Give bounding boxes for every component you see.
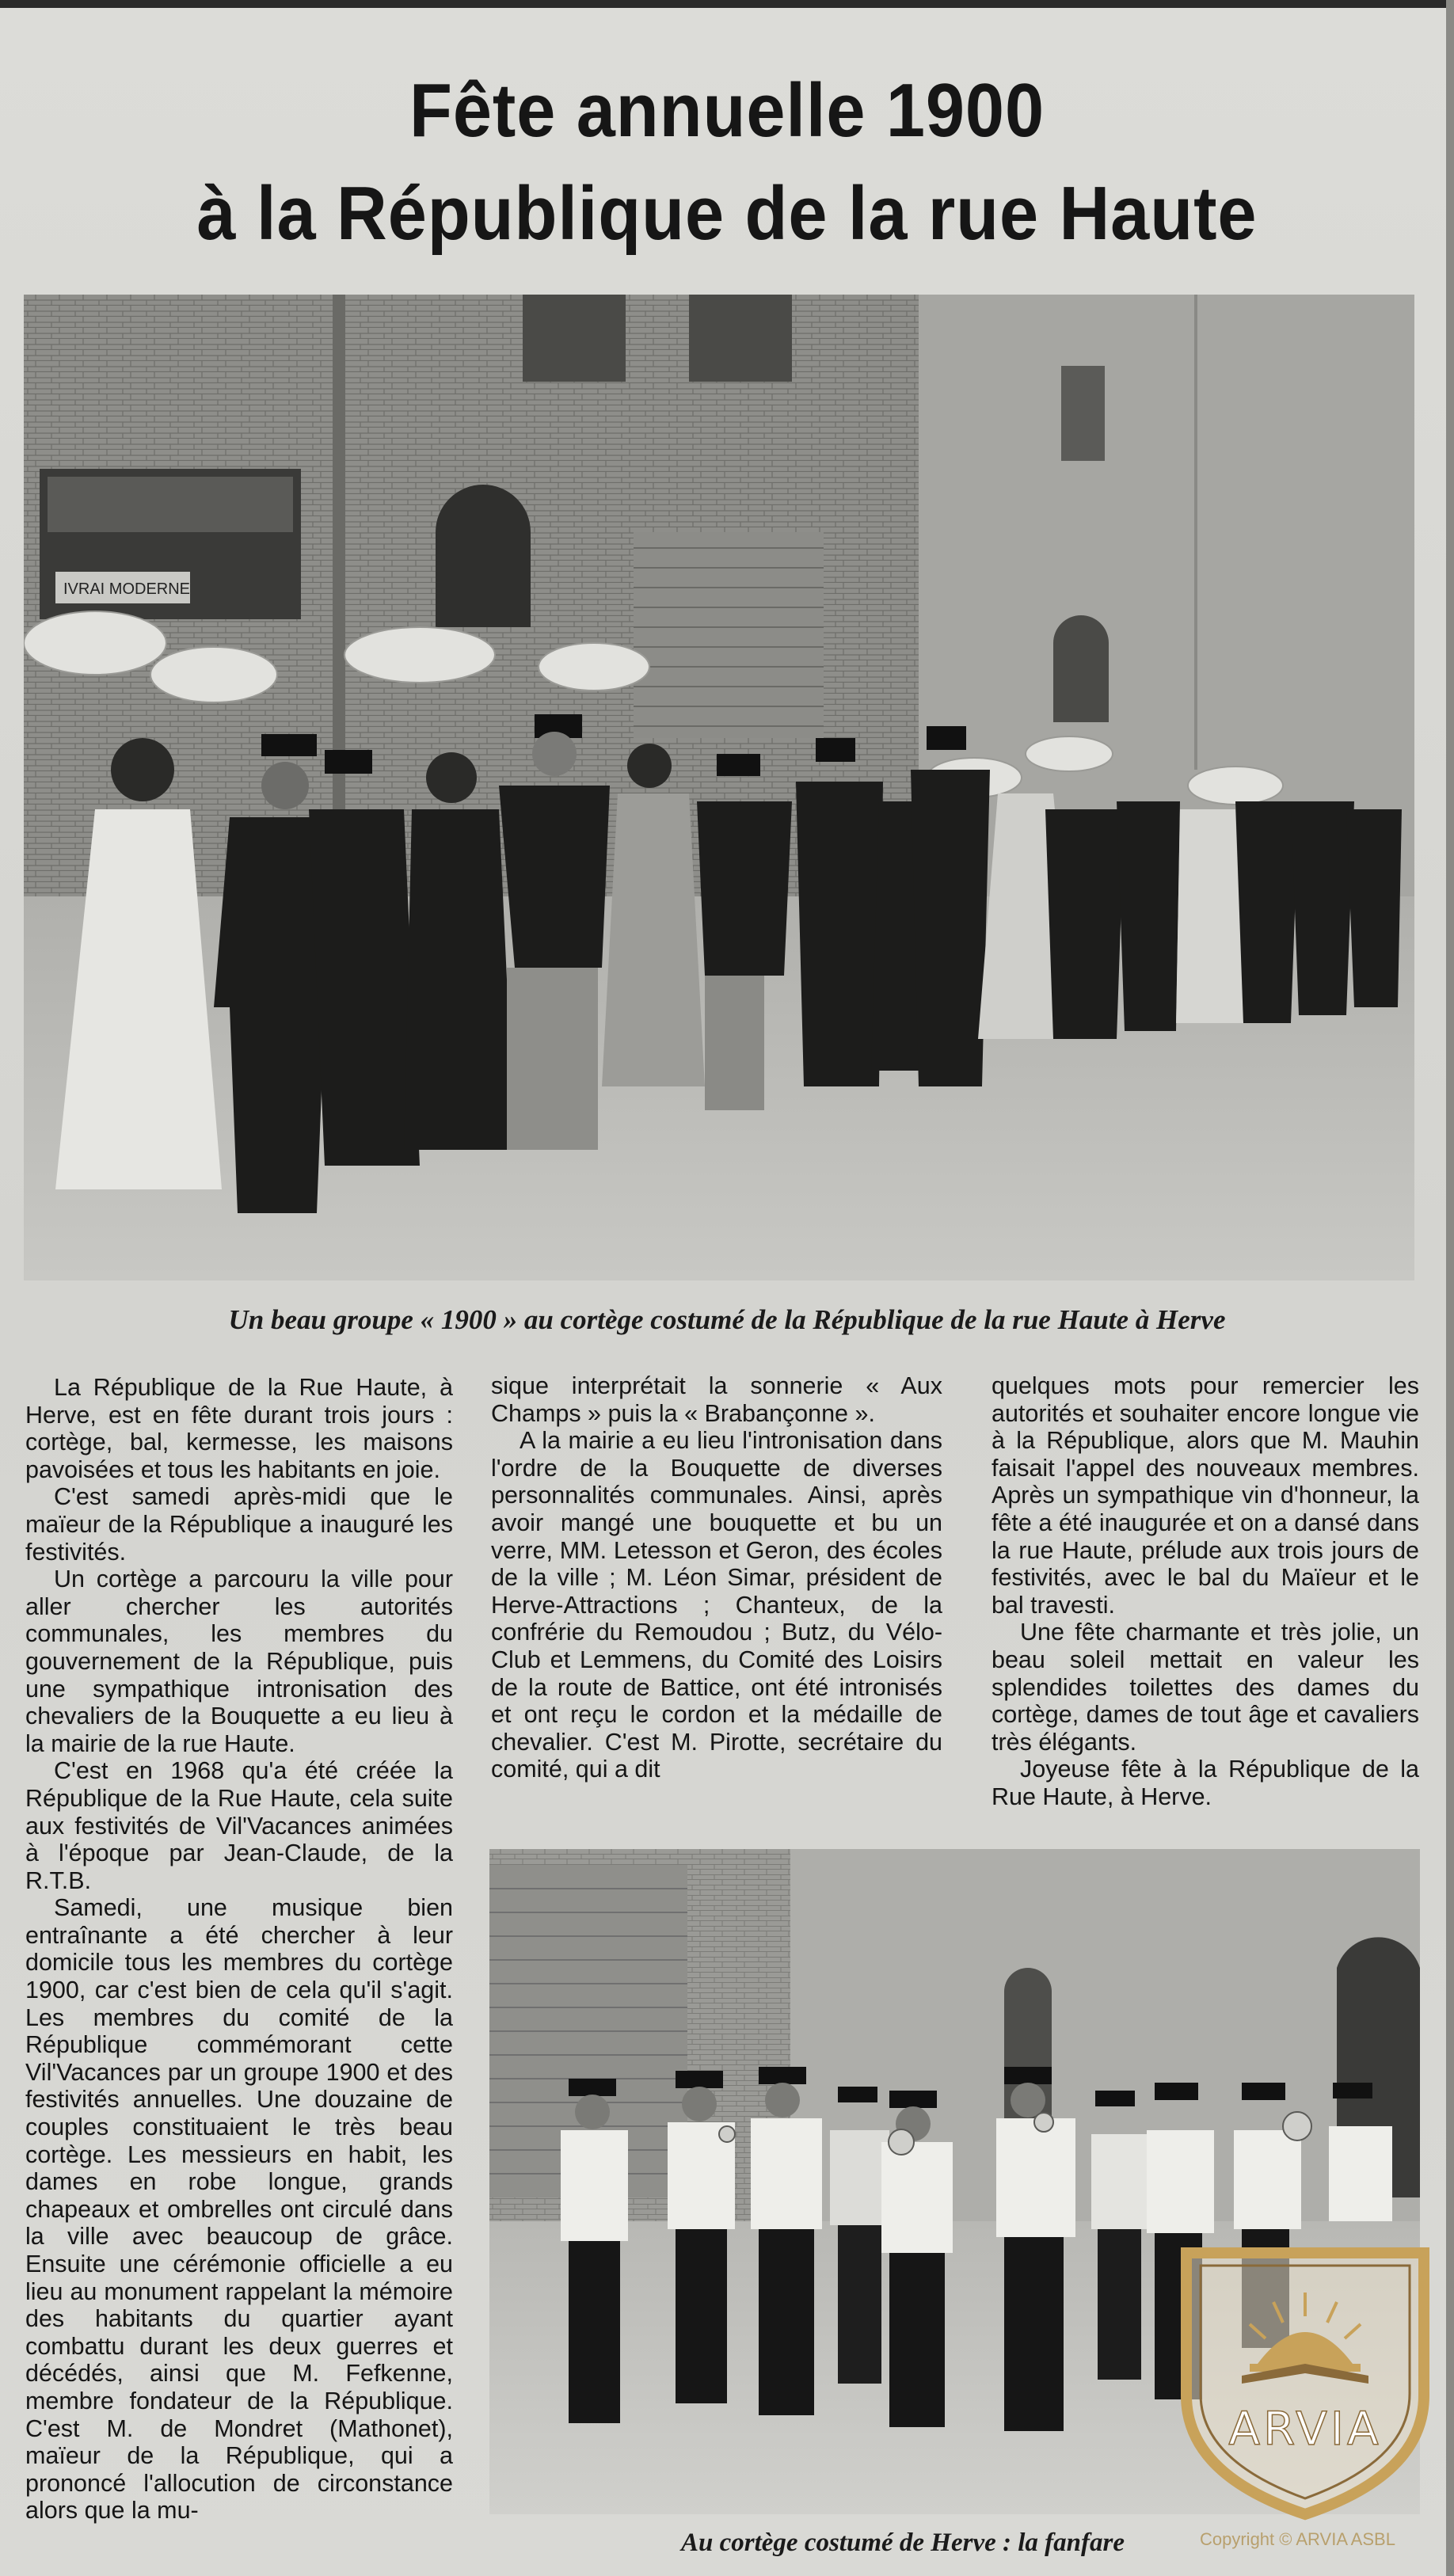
- paragraph: Une fête charmante et très jolie, un beau soleil mettait en valeur les splendides toilettes des dames du cortège, dames de tout âge et cavaliers très élégants.: [992, 1619, 1419, 1756]
- text-column-2: [491, 1372, 942, 1783]
- paragraph: Samedi, une musique bien entraînante a été chercher à leur domicile tous les membres du cortège 1900, car c'est bien de cela qu'il s'agit. Les membres du comité de la République commémorant cette Vil'Vacances par un groupe 1900 et des festivités annuelles. Une douzaine de couples constituaient le très beau cortège. Les messieurs en habit, les dames en robe longue, grands chapeaux et ombrelles ont circulé dans la ville avec beaucoup de grâce. Ensuite une cérémonie officielle a eu lieu au monument rappelant la mémoire des habitants du quartier ayant combattu durant les deux guerres et décédés, ainsi que M. Fefkenne, membre fondateur de la République. C'est M. de Mondret (Mathonet), maïeur de la République, qui a prononcé l'allocution de circonstance alors que la mu-: [25, 1894, 453, 2525]
- photo-caption-2: Au cortège costumé de Herve : la fanfare: [681, 2528, 1125, 2557]
- arvia-logo: [1170, 2237, 1440, 2522]
- paragraph: C'est en 1968 qu'a été créée la République de la Rue Haute, cela suite aux festivités de Vil'Vacances animées à l'époque par Jean-Claude, de la R.T.B.: [25, 1757, 453, 1894]
- text-column-1: [25, 1374, 453, 2525]
- paragraph: Un cortège a parcouru la ville pour aller chercher les autorités communales, les membres du gouvernement de la République, puis une sympathique intronisation des chevaliers de la Bouquette a eu lieu à la mairie de la rue Haute.: [25, 1566, 453, 1757]
- headline-line-1: Fête annuelle 1900: [409, 68, 1045, 153]
- procession-photo: [24, 295, 1414, 1280]
- scan-edge: [1446, 0, 1454, 2576]
- paragraph: A la mairie a eu lieu l'intronisation dans l'ordre de la Bouquette de diverses personnalités communales. Ainsi, après avoir mangé une bouquette et bu un verre, MM. Letesson et Geron, des écoles de la ville ; M. Léon Simar, président de Herve-Attractions ; Chanteux, de la confrérie du Remoudou ; Butz, du Vélo-Club et Lemmens, du Comité des Loisirs de la route de Battice, ont été intronisés et ont reçu le cordon et la médaille de chevalier. C'est M. Pirotte, secrétaire du comité, qui a dit: [491, 1427, 942, 1783]
- paragraph: Joyeuse fête à la République de la Rue Haute, à Herve.: [992, 1756, 1419, 1810]
- top-border: [0, 0, 1454, 8]
- photo-caption-1: Un beau groupe « 1900 » au cortège costumé de la République de la rue Haute à Herve: [228, 1304, 1226, 1335]
- paragraph: quelques mots pour remercier les autorités et souhaiter encore longue vie à la République, alors que M. Mauhin faisait l'appel des nouveaux membres. Après un sympathique vin d'honneur, la fête a été inaugurée et on a dansé dans la rue Haute, prélude aux trois jours de festivités, avec le bal du Maïeur et le bal travesti.: [992, 1372, 1419, 1619]
- paragraph: sique interprétait la sonnerie « Aux Champs » puis la « Brabançonne ».: [491, 1372, 942, 1427]
- headline-line-2: à la République de la rue Haute: [196, 171, 1258, 256]
- paragraph: La République de la Rue Haute, à Herve, est en fête durant trois jours : cortège, bal, kermesse, les maisons pavoisées et tous les habitants en joie.: [25, 1374, 453, 1483]
- copyright-notice: Copyright © ARVIA ASBL: [1200, 2529, 1395, 2549]
- shop-sign: IVRAI MODERNE: [63, 580, 191, 598]
- text-column-3: [992, 1372, 1419, 1811]
- paragraph: C'est samedi après-midi que le maïeur de la République a inauguré les festivités.: [25, 1483, 453, 1566]
- logo-text: ARVIA: [1228, 2402, 1382, 2456]
